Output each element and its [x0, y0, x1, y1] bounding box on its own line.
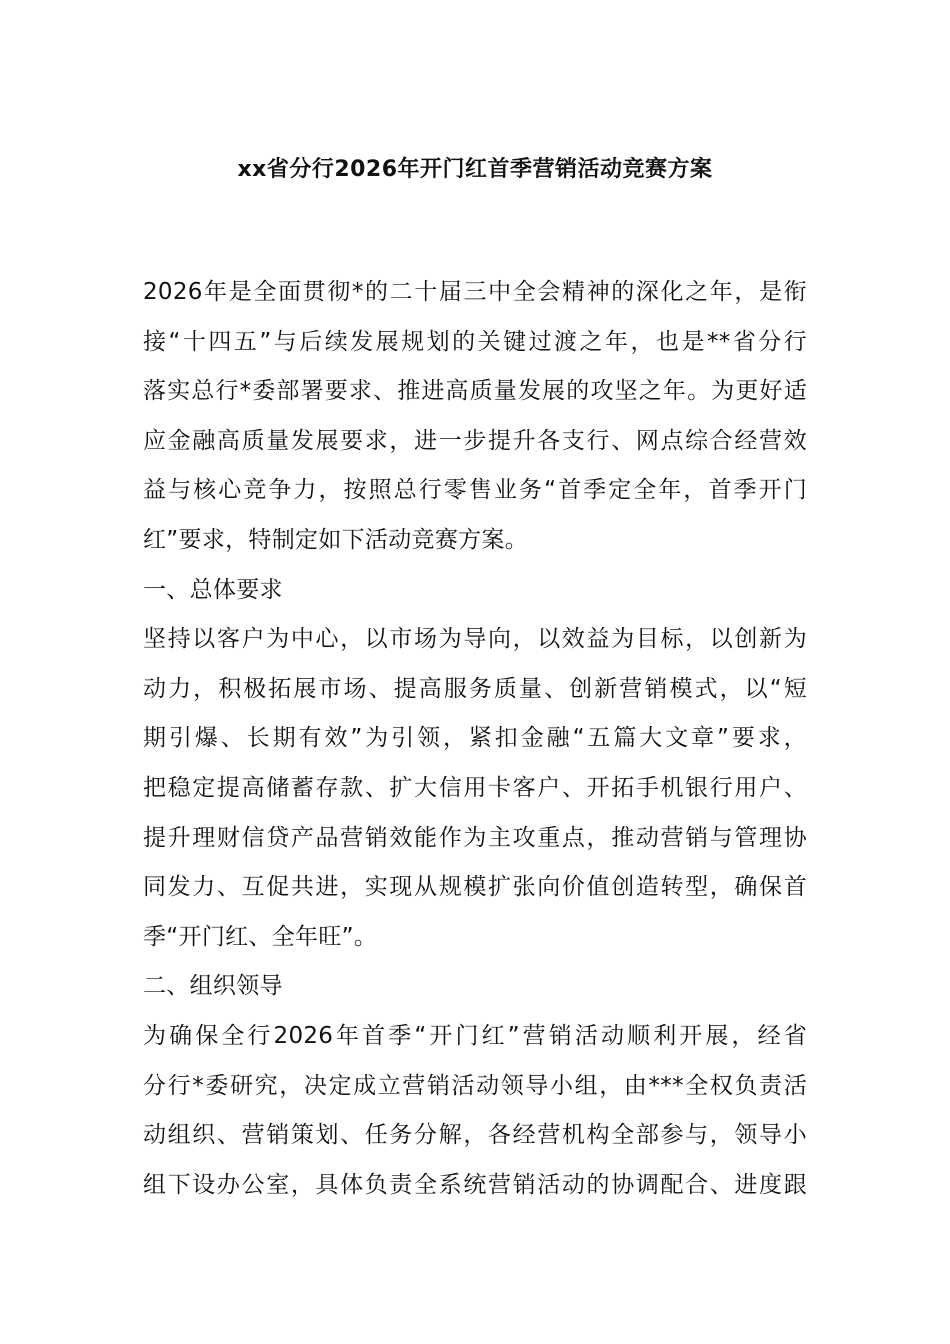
paragraph-line: 分行*委研究，决定成立营销活动领导小组，由***全权负责活: [143, 1072, 807, 1099]
paragraph-line: 红”要求，特制定如下活动竞赛方案。: [143, 526, 529, 553]
paragraph-line: 益与核心竞争力，按照总行零售业务“首季定全年，首季开门: [143, 477, 807, 504]
paragraph-line: 提升理财信贷产品营销效能作为主攻重点，推动营销与管理协: [143, 824, 807, 851]
paragraph-line: 把稳定提高储蓄存款、扩大信用卡客户、开拓手机银行用户、: [143, 774, 807, 801]
paragraph-line: 动力，积极拓展市场、提高服务质量、创新营销模式，以“短: [143, 675, 807, 702]
section-heading: 二、组织领导: [143, 973, 283, 1000]
paragraph-line: 季“开门红、全年旺”。: [143, 923, 378, 950]
paragraph-line: 组下设办公室，具体负责全系统营销活动的协调配合、进度跟: [143, 1171, 807, 1198]
section-heading: 一、总体要求: [143, 576, 283, 603]
paragraph-line: 落实总行*委部署要求、推进高质量发展的攻坚之年。为更好适: [143, 378, 807, 405]
paragraph-line: 2026年是全面贯彻*的二十届三中全会精神的深化之年，是衔: [143, 279, 807, 305]
paragraph-line: 期引爆、长期有效”为引领，紧扣金融“五篇大文章”要求，: [143, 725, 807, 752]
paragraph-line: 应金融高质量发展要求，进一步提升各支行、网点综合经营效: [143, 427, 807, 454]
document-title: xx省分行2026年开门红首季营销活动竞赛方案: [237, 157, 713, 182]
paragraph-line: 接“十四五”与后续发展规划的关键过渡之年，也是**省分行: [143, 328, 807, 355]
paragraph-line: 动组织、营销策划、任务分解，各经营机构全部参与，领导小: [143, 1122, 807, 1149]
document-body: [143, 268, 807, 1210]
paragraph-line: 同发力、互促共进，实现从规模扩张向价值创造转型，确保首: [143, 874, 807, 901]
paragraph-line: 为确保全行2026年首季“开门红”营销活动顺利开展，经省: [143, 1022, 807, 1049]
paragraph-line: 坚持以客户为中心，以市场为导向，以效益为目标，以创新为: [143, 626, 807, 653]
